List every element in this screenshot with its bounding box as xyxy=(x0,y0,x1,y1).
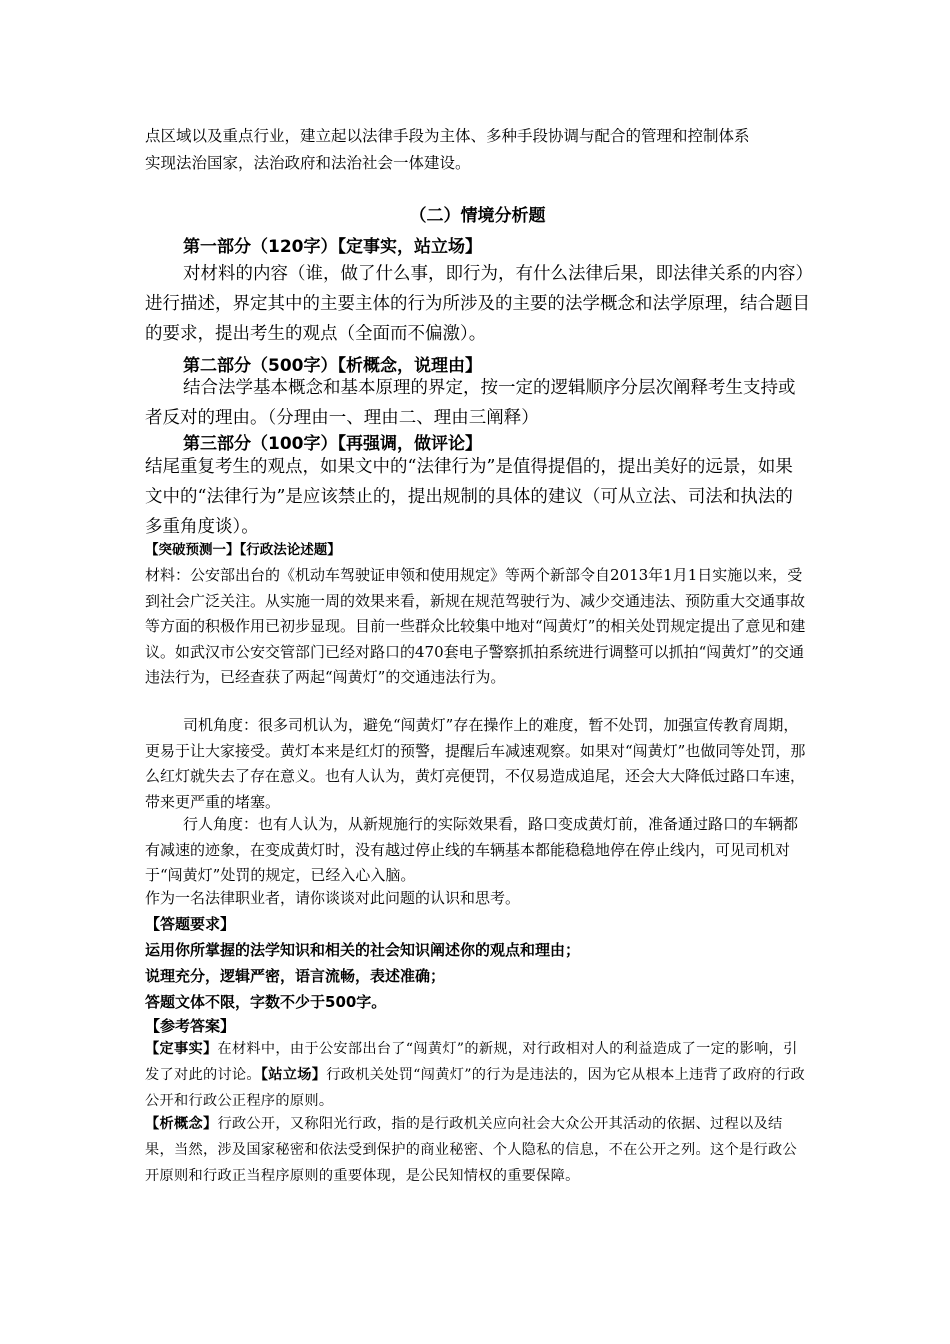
requirement-item-2: 说理充分，逻辑严密，语言流畅，表述准确； xyxy=(145,967,446,985)
material-paragraph-2: 司机角度：很多司机认为，避免“闯黄灯”存在操作上的难度，暂不处罚，加强宣传教育周期，更易于让大家接受。黄灯本来是红灯的预警，提醒后车减速观察。如果对“闯黄灯”也做同等处罚，那么红灯就失去了存在意义。也有人认为，黄灯亮便罚，不仅易造成追尾，还会大大降低过路口车速，带来更严重的堵塞。 xyxy=(145,716,806,811)
requirement-item-1: 运用你所掌握的法学知识和相关的社会知识阐述你的观点和理由； xyxy=(145,941,581,959)
stance-text: 行政机关处罚“闯黄灯”的行为是违法的，因为它从根本上违背了政府的行政公开和行政公正程序的原则。 xyxy=(145,1067,805,1109)
answer-title: 【参考答案】 xyxy=(145,1017,236,1035)
forecast-title: 【突破预测一】【行政法论述题】 xyxy=(145,542,341,558)
part3-body: 结尾重复考生的观点，如果文中的“法律行为”是值得提倡的，提出美好的远景，如果文中的“法律行为”是应该禁止的，提出规制的具体的建议（可从立法、司法和执法的多重角度谈）。 xyxy=(145,457,793,537)
part2-heading: 第二部分（500字）【析概念，说理由】 xyxy=(183,356,482,376)
stance-tag: 【站立场】 xyxy=(260,1067,327,1083)
answer-concept-paragraph xyxy=(145,1111,810,1189)
part2-body: 结合法学基本概念和基本原理的界定，按一定的逻辑顺序分层次阐释考生支持或者反对的理由。（分理由一、理由二、理由三阐释） xyxy=(145,378,796,428)
material-question: 作为一名法律职业者，请你谈谈对此问题的认识和思考。 xyxy=(145,889,521,907)
intro-line-1: 点区域以及重点行业，建立起以法律手段为主体、多种手段协调与配合的管理和控制体系 xyxy=(145,127,750,145)
concept-text: 行政公开，又称阳光行政，指的是行政机关应向社会大众公开其活动的依据、过程以及结果，当然，涉及国家秘密和依法受到保护的商业秘密、个人隐私的信息，不在公开之列。这个是行政公开原则和行政正当程序原则的重要体现，是公民知情权的重要保障。 xyxy=(145,1116,797,1184)
part1-heading: 第一部分（120字）【定事实，站立场】 xyxy=(183,237,482,257)
requirements-title: 【答题要求】 xyxy=(145,915,236,933)
intro-line-2: 实现法治国家，法治政府和法治社会一体建设。 xyxy=(145,154,471,172)
requirement-item-3: 答题文体不限，字数不少于500字。 xyxy=(145,993,387,1011)
answer-fact-paragraph xyxy=(145,1036,810,1114)
concept-tag: 【析概念】 xyxy=(145,1116,218,1132)
part1-body: 对材料的内容（谁，做了什么事，即行为，有什么法律后果，即法律关系的内容）进行描述，界定其中的主要主体的行为所涉及的主要的法学概念和法学原理，结合题目的要求，提出考生的观点（全面而不偏激）。 xyxy=(145,264,810,344)
material-paragraph-3: 行人角度：也有人认为，从新规施行的实际效果看，路口变成黄灯前，准备通过路口的车辆都有减速的迹象，在变成黄灯时，没有越过停止线的车辆基本都能稳稳地停在停止线内，可见司机对于“闯黄灯”处罚的规定，已经入心入脑。 xyxy=(145,815,799,884)
fact-text: 在材料中，由于公安部出台了“闯黄灯”的新规，对行政相对人的利益造成了一定的影响，引发了对此的讨论。 xyxy=(145,1041,798,1083)
material-paragraph-1: 材料：公安部出台的《机动车驾驶证申领和使用规定》等两个新部令自2013年1月1日实施以来，受到社会广泛关注。从实施一周的效果来看，新规在规范驾驶行为、减少交通违法、预防重大交通事故等方面的积极作用已初步显现。目前一些群众比较集中地对“闯黄灯”的相关处罚规定提出了意见和建议。如武汉市公安交管部门已经对路口的470套电子警察抓拍系统进行调整可以抓拍“闯黄灯”的交通违法行为，已经查获了两起“闯黄灯”的交通违法行为。 xyxy=(145,566,806,686)
section-title: （二）情境分析题 xyxy=(409,206,546,226)
part3-heading: 第三部分（100字）【再强调，做评论】 xyxy=(183,434,482,454)
fact-tag: 【定事实】 xyxy=(145,1041,218,1057)
